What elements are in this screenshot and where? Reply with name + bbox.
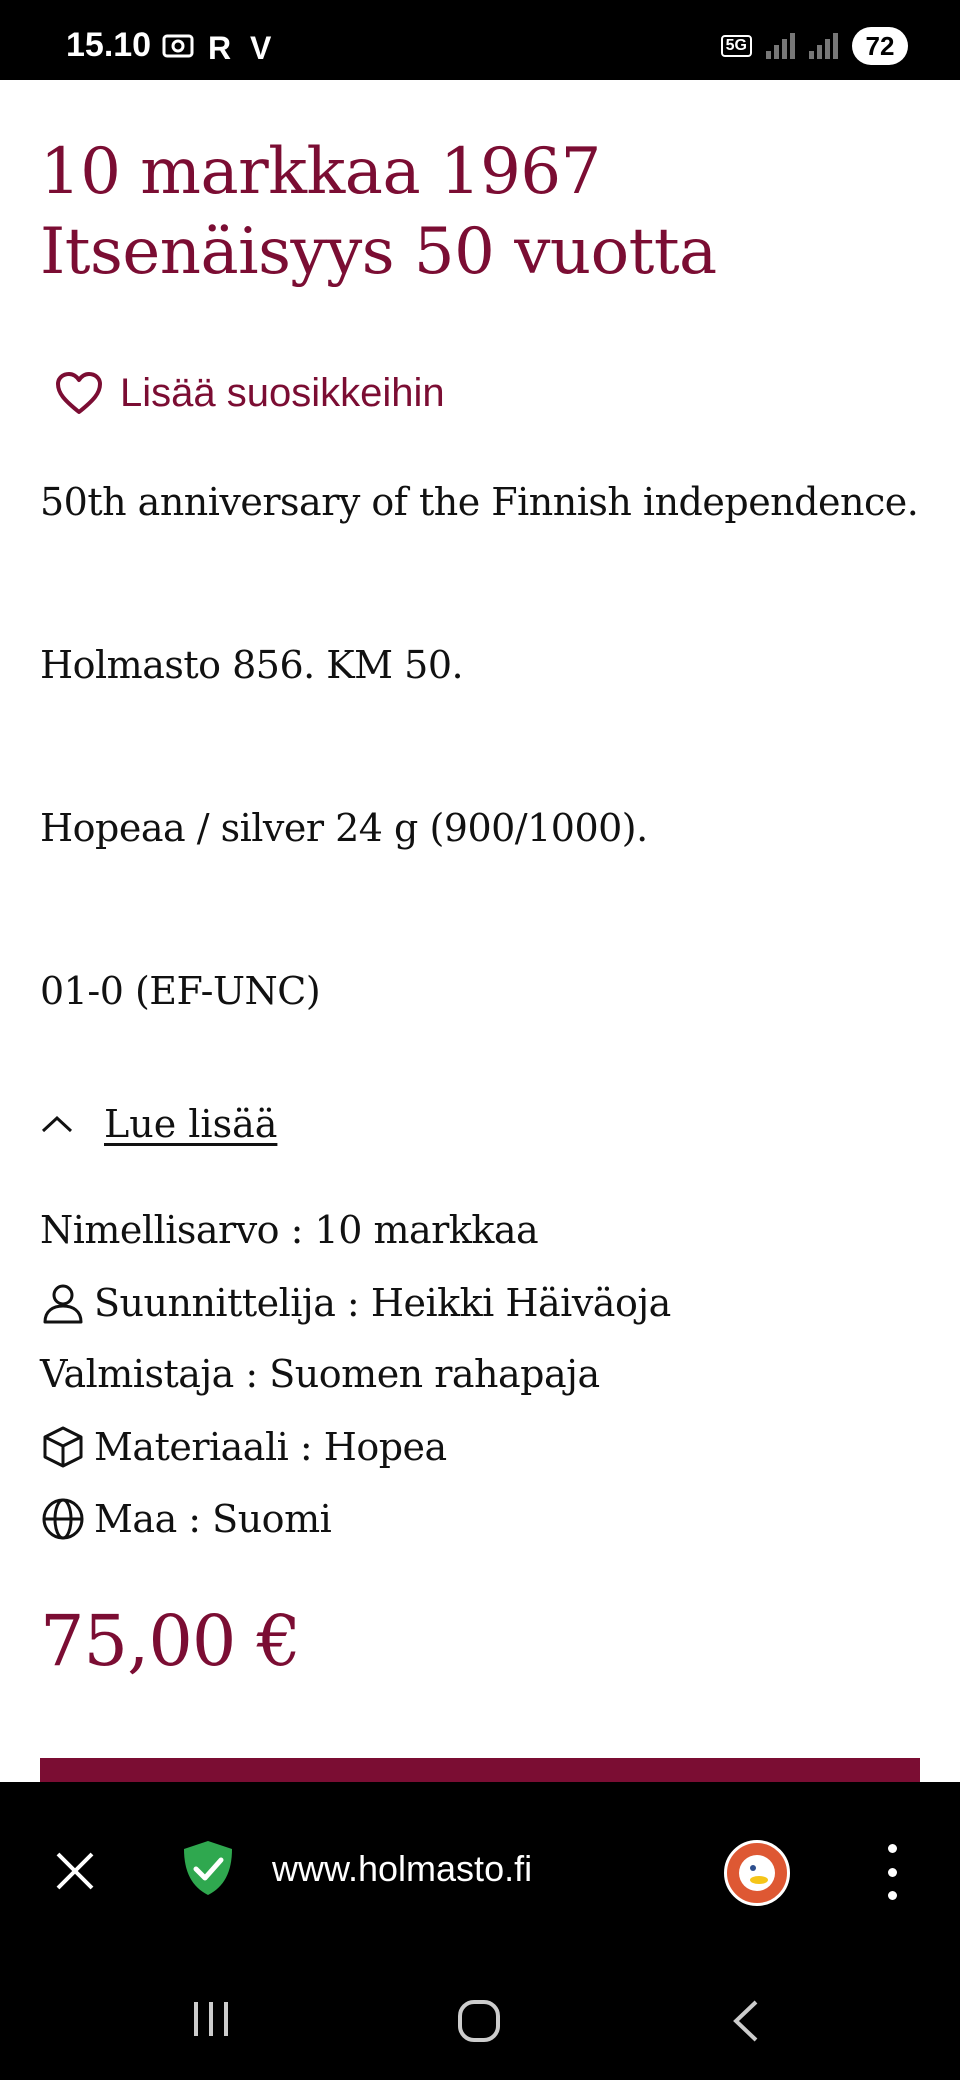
spec-text: Nimellisarvo : 10 markkaa: [40, 1208, 539, 1252]
read-more-label: Lue lisää: [104, 1102, 278, 1146]
heart-icon: [54, 370, 104, 416]
product-title-line1: 10 markkaa 1967: [40, 135, 601, 209]
battery-indicator: 72: [852, 27, 908, 65]
spec-designer: [40, 1280, 671, 1326]
favorite-label: Lisää suosikkeihin: [120, 370, 445, 415]
read-more-toggle[interactable]: [40, 1102, 277, 1146]
browser-toolbar: [0, 1782, 960, 1968]
product-price: 75,00 €: [40, 1600, 301, 1682]
v-icon: V: [250, 30, 272, 66]
add-to-favorites-button[interactable]: [54, 370, 445, 416]
privacy-shield-icon[interactable]: [180, 1838, 236, 1898]
description-line: Holmasto 856. KM 50.: [40, 643, 464, 687]
product-title-line2: Itsenäisyys 50 vuotta: [40, 215, 717, 289]
recent-apps-icon[interactable]: [190, 1998, 232, 2040]
chevron-up-icon: [40, 1114, 74, 1134]
spec-country: [40, 1496, 331, 1542]
box-icon: [40, 1424, 86, 1470]
back-icon[interactable]: [730, 1998, 762, 2044]
system-nav-bar: [0, 1968, 960, 2080]
description-line: 50th anniversary of the Finnish independence.: [40, 480, 919, 524]
signal-icon-2: [809, 33, 838, 59]
description-line: 01-0 (EF-UNC): [40, 969, 321, 1013]
globe-icon: [40, 1496, 86, 1542]
spec-text: Valmistaja : Suomen rahapaja: [40, 1352, 600, 1396]
status-time: 15.10: [66, 26, 152, 64]
close-tab-icon[interactable]: [52, 1848, 98, 1894]
product-title: [40, 132, 920, 292]
network-type: 5G: [721, 35, 752, 57]
spec-text: Suunnittelija : Heikki Häiväoja: [94, 1281, 671, 1325]
description-line: Hopeaa / silver 24 g (900/1000).: [40, 806, 648, 850]
spec-material: [40, 1424, 447, 1470]
spec-text: Maa : Suomi: [94, 1497, 332, 1541]
signal-icon: [766, 33, 795, 59]
spec-denomination: [40, 1208, 538, 1252]
spec-text: Materiaali : Hopea: [94, 1425, 447, 1469]
address-bar[interactable]: www.holmasto.fi: [272, 1848, 533, 1889]
user-icon: [40, 1280, 86, 1326]
home-icon[interactable]: [456, 1998, 502, 2044]
status-bar: [0, 0, 960, 80]
duckduckgo-icon[interactable]: [724, 1840, 790, 1906]
r-icon: R: [208, 30, 232, 66]
spec-manufacturer: [40, 1352, 600, 1396]
overflow-menu-icon[interactable]: [886, 1844, 898, 1900]
screenshot-icon: [160, 28, 196, 72]
